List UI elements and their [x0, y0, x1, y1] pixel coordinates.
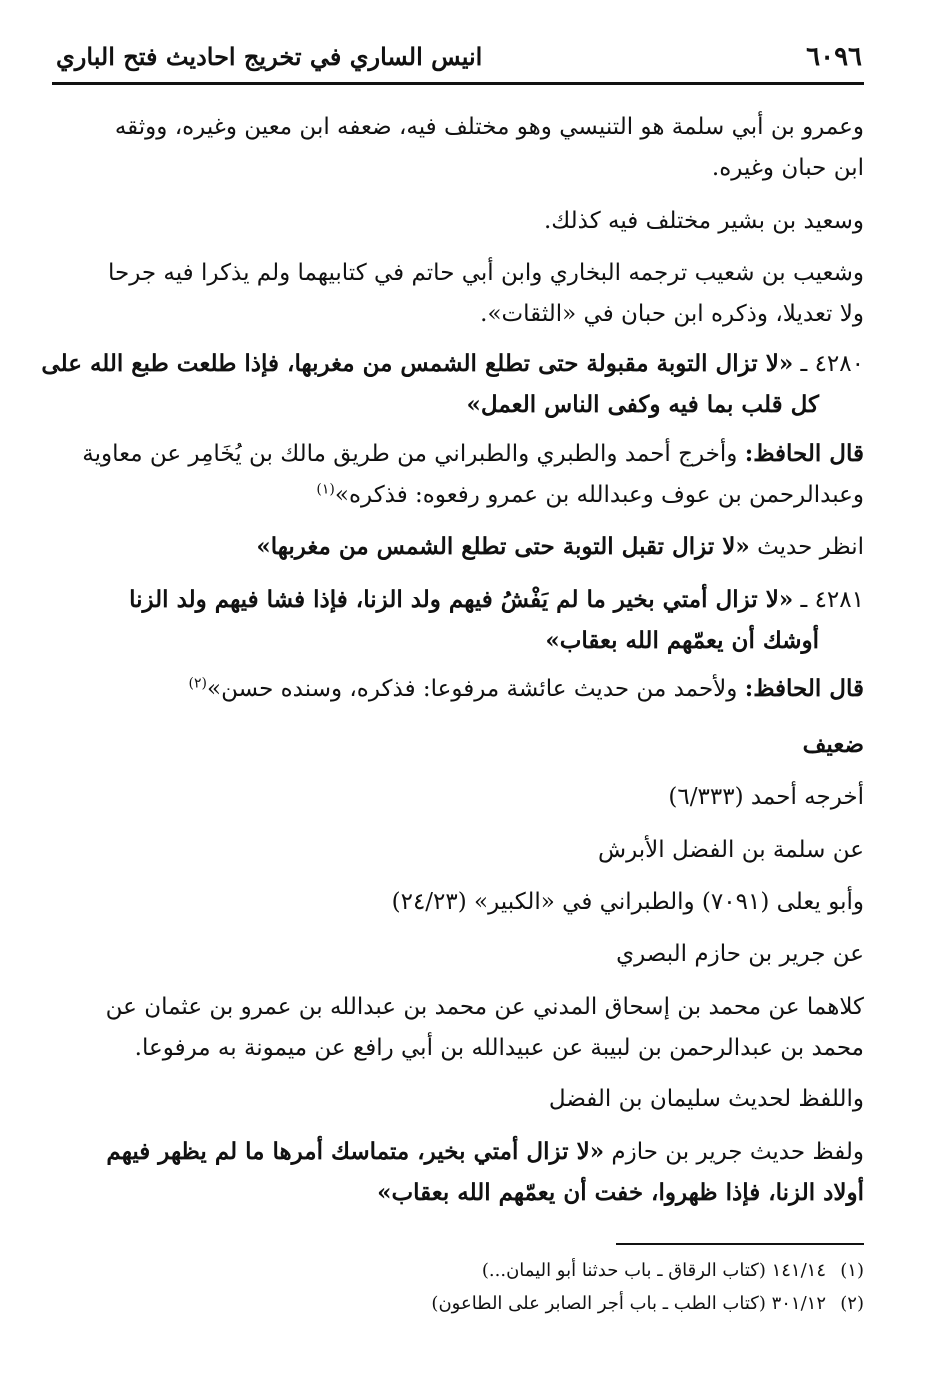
- wording-text-continued: أولاد الزنا، فإذا ظهروا، خفت أن يعمّهم الله بعقاب»: [377, 1179, 864, 1206]
- see-hadith: «لا تزال تقبل التوبة حتى تطلع الشمس من مغربها»: [256, 533, 750, 560]
- footnote: [482, 1258, 864, 1284]
- hadith-number: ٤٢٨١ ـ: [800, 587, 864, 613]
- hadith-text: «لا تزال أمتي بخير ما لم يَفْشُ فيهم ولد الزنا، فإذا فشا فيهم ولد الزنا: [129, 586, 794, 613]
- hafiz-quote: [82, 437, 864, 471]
- hafiz-quote-continued: [316, 478, 864, 512]
- book-title: انيس الساري في تخريج احاديث فتح الباري: [56, 42, 483, 71]
- see-prefix: انظر حديث: [757, 534, 864, 560]
- grade-label: ضعيف: [802, 731, 864, 758]
- wording-prefix: ولفظ حديث جرير بن حازم: [611, 1139, 864, 1165]
- footnote-text: ١٤١/١٤ (كتاب الرقاق ـ باب حدثنا أبو اليمان...): [481, 1260, 826, 1281]
- footnote-text: ٣٠١/١٢ (كتاب الطب ـ باب أجر الصابر على الطاعون): [431, 1293, 826, 1314]
- footnote-number: (١): [840, 1260, 864, 1281]
- see-also-line: [256, 530, 864, 564]
- quote-text: ولأحمد من حديث عائشة مرفوعا: فذكره، وسنده حسن»: [207, 676, 738, 702]
- takhrij-line: واللفظ لحديث سليمان بن الفضل: [548, 1086, 864, 1112]
- takhrij-line: عن جرير بن حازم البصري: [616, 941, 864, 967]
- takhrij-line: كلاهما عن محمد بن إسحاق المدني عن محمد بن عبدالله بن عمرو بن عثمان عن: [105, 994, 864, 1020]
- text-line: ابن حبان وغيره.: [711, 155, 864, 181]
- hadith-number: ٤٢٨٠ ـ: [800, 351, 864, 377]
- takhrij-line: عن سلمة بن الفضل الأبرش: [598, 837, 864, 863]
- hadith-4281: [129, 583, 864, 617]
- quote-label: قال الحافظ:: [744, 440, 864, 467]
- quote-text: وعبدالرحمن بن عوف وعبدالله بن عمرو رفعوه: فذكره»: [334, 482, 864, 508]
- page-number: ٦٠٩٦: [806, 42, 862, 72]
- footnote-rule: [616, 1243, 864, 1245]
- quote-text: وأخرج أحمد والطبري والطبراني من طريق مالك بن يُخَامِر عن معاوية: [82, 441, 738, 467]
- takhrij-line: محمد بن عبدالرحمن بن لبيبة عن عبيدالله بن أبي رافع عن ميمونة به مرفوعا.: [134, 1035, 864, 1061]
- footnote: [431, 1291, 864, 1317]
- running-header: [52, 38, 864, 84]
- footnote-ref: (١): [316, 481, 335, 498]
- text-line: وعمرو بن أبي سلمة هو التنيسي وهو مختلف فيه، ضعفه ابن معين وغيره، ووثقه: [114, 114, 864, 140]
- takhrij-line: [106, 1135, 864, 1169]
- text-line: وسعيد بن بشير مختلف فيه كذلك.: [543, 208, 864, 234]
- text-line: ولا تعديلا، وذكره ابن حبان في «الثقات».: [480, 301, 864, 327]
- hadith-text-continued: أوشك أن يعمّهم الله بعقاب»: [545, 627, 819, 654]
- footnote-ref: (٢): [188, 675, 207, 692]
- takhrij-line: وأبو يعلى (٧٠٩١) والطبراني في «الكبير» (٢٤/٢٣): [391, 889, 864, 915]
- hadith-text: «لا تزال التوبة مقبولة حتى تطلع الشمس من مغربها، فإذا طلعت طبع الله على: [41, 350, 794, 377]
- hafiz-quote: [189, 672, 864, 706]
- quote-label: قال الحافظ:: [744, 675, 864, 702]
- takhrij-line: أخرجه أحمد (٦/٣٣٣): [668, 784, 864, 810]
- hadith-4280: [41, 347, 864, 381]
- header-rule: [52, 82, 864, 85]
- hadith-text-continued: كل قلب بما فيه وكفى الناس العمل»: [466, 391, 819, 418]
- text-line: وشعيب بن شعيب ترجمه البخاري وابن أبي حاتم في كتابيهما ولم يذكرا فيه جرحا: [107, 260, 864, 286]
- footnote-number: (٢): [840, 1293, 864, 1314]
- wording-text: «لا تزال أمتي بخير، متماسك أمرها ما لم يظهر فيهم: [106, 1138, 605, 1165]
